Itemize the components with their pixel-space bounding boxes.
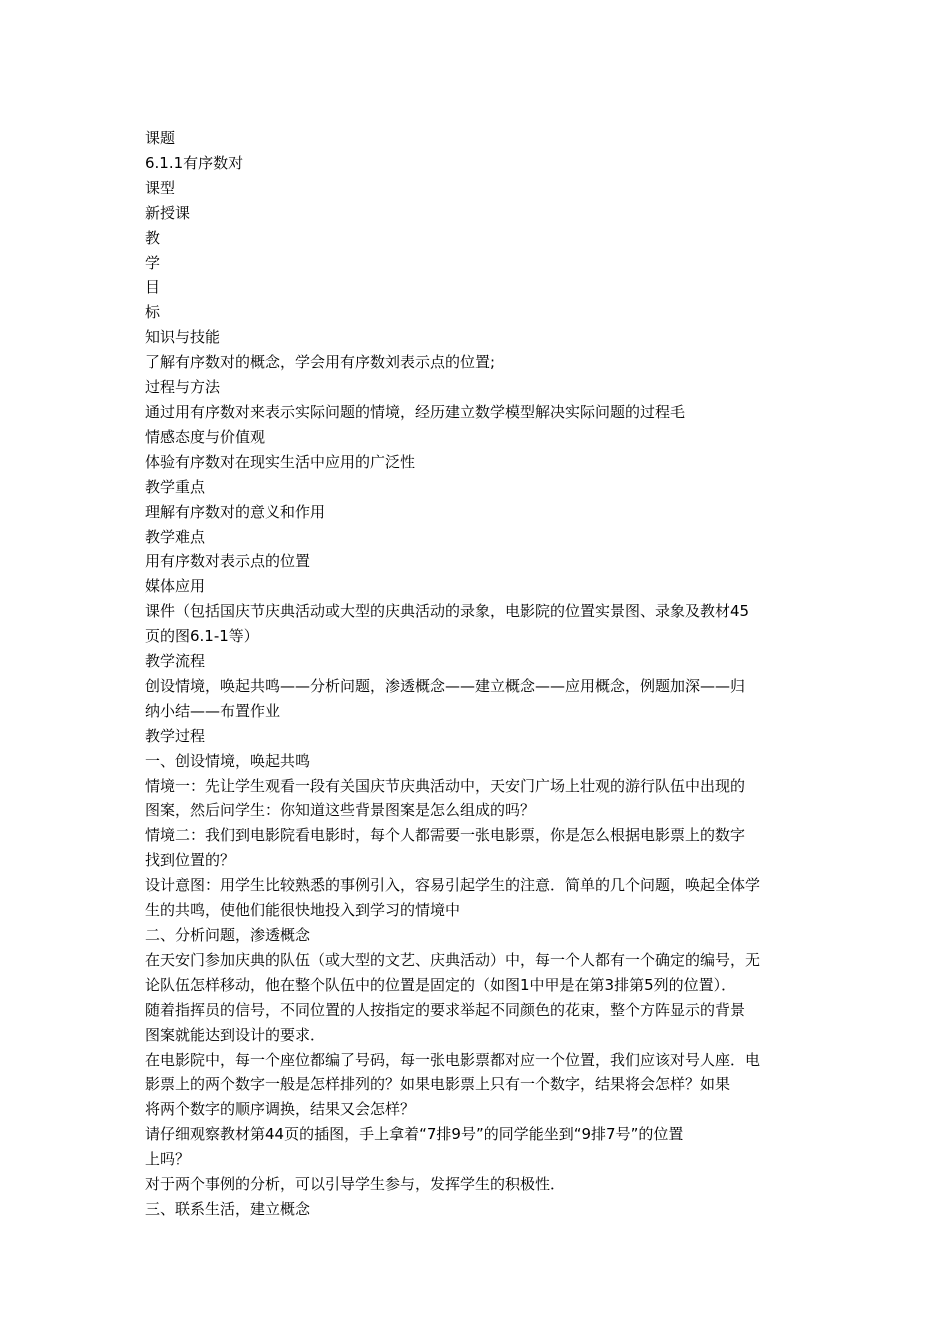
text-line: 找到位置的？	[145, 851, 236, 870]
text-line: 体验有序数对在现实生活中应用的广泛性	[145, 452, 416, 471]
text-line: 过程与方法	[145, 378, 221, 397]
text-line: 教学过程	[145, 726, 206, 745]
text-line: 影票上的两个数字一般是怎样排列的？如果电影票上只有一个数字，结果将会怎样？如果	[145, 1075, 731, 1094]
text-line: 课件（包括国庆节庆典活动或大型的庆典活动的录象，电影院的位置实景图、录象及教材45	[145, 602, 750, 621]
text-line: 三、联系生活，建立概念	[145, 1199, 311, 1218]
text-line: 教	[145, 228, 161, 247]
text-line: 二、分析问题，渗透概念	[145, 926, 311, 944]
text-line: 对于两个事例的分析，可以引导学生参与，发挥学生的积极性．	[145, 1175, 566, 1194]
text-line: 在天安门参加庆典的队伍（或大型的文艺、庆典活动）中，每一个人都有一个确定的编号，无	[145, 950, 761, 969]
text-line: 教学重点	[145, 477, 206, 496]
text-line: 将两个数字的顺序调换，结果又会怎样？	[145, 1100, 416, 1119]
text-line: 教学流程	[145, 652, 206, 671]
text-line: 教学难点	[145, 527, 206, 546]
text-line: 论队伍怎样移动，他在整个队伍中的位置是固定的（如图1中甲是在第3排第5列的位置）．	[145, 975, 737, 994]
text-line: 通过用有序数对来表示实际问题的情境，经历建立数学模型解决实际问题的过程毛	[145, 402, 686, 421]
text-line: 生的共鸣，使他们能很快地投入到学习的情境中	[145, 901, 461, 920]
text-line: 图案就能达到设计的要求．	[145, 1025, 326, 1044]
text-line: 在电影院中，每一个座位都编了号码，每一张电影票都对应一个位置，我们应该对号人座．电	[145, 1050, 761, 1069]
text-line: 纳小结——布置作业	[145, 701, 281, 720]
text-line: 目	[145, 278, 161, 297]
text-line: 6.1.1有序数对	[145, 153, 244, 172]
text-line: 知识与技能	[145, 328, 221, 347]
text-line: 了解有序数对的概念，学会用有序数刘表示点的位置;	[145, 353, 496, 372]
text-line: 新授课	[145, 203, 191, 222]
text-line: 创设情境，唤起共鸣——分析问题，渗透概念——建立概念——应用概念，例题加深——归	[145, 676, 746, 695]
text-line: 课型	[145, 178, 176, 197]
text-line: 请仔细观察教材第44页的插图，手上拿着“7排9号”的同学能坐到“9排7号”的位置	[145, 1125, 684, 1144]
text-line: 情境一：先让学生观看一段有关国庆节庆典活动中，天安门广场上壮观的游行队伍中出现的	[145, 776, 746, 795]
text-line: 情感态度与价值观	[145, 427, 266, 446]
text-line: 标	[145, 303, 161, 322]
text-line: 用有序数对表示点的位置	[145, 552, 311, 571]
text-line: 课题	[145, 129, 176, 147]
text-line: 上吗？	[145, 1150, 191, 1169]
text-line: 学	[145, 253, 161, 272]
text-line: 图案，然后问学生：你知道这些背景图案是怎么组成的吗？	[145, 801, 536, 820]
text-line: 页的图6.1-1等）	[145, 627, 259, 646]
text-line: 随着指挥员的信号，不同位置的人按指定的要求举起不同颜色的花束，整个方阵显示的背景	[145, 1000, 746, 1019]
document-page	[145, 126, 810, 1222]
text-line: 媒体应用	[145, 577, 206, 596]
text-line: 理解有序数对的意义和作用	[145, 502, 326, 521]
text-line: 一、创设情境，唤起共鸣	[145, 751, 311, 770]
text-line: 情境二：我们到电影院看电影时，每个人都需要一张电影票，你是怎么根据电影票上的数字	[145, 826, 746, 845]
text-line: 设计意图：用学生比较熟悉的事例引入，容易引起学生的注意．简单的几个问题，唤起全体学	[145, 876, 761, 895]
